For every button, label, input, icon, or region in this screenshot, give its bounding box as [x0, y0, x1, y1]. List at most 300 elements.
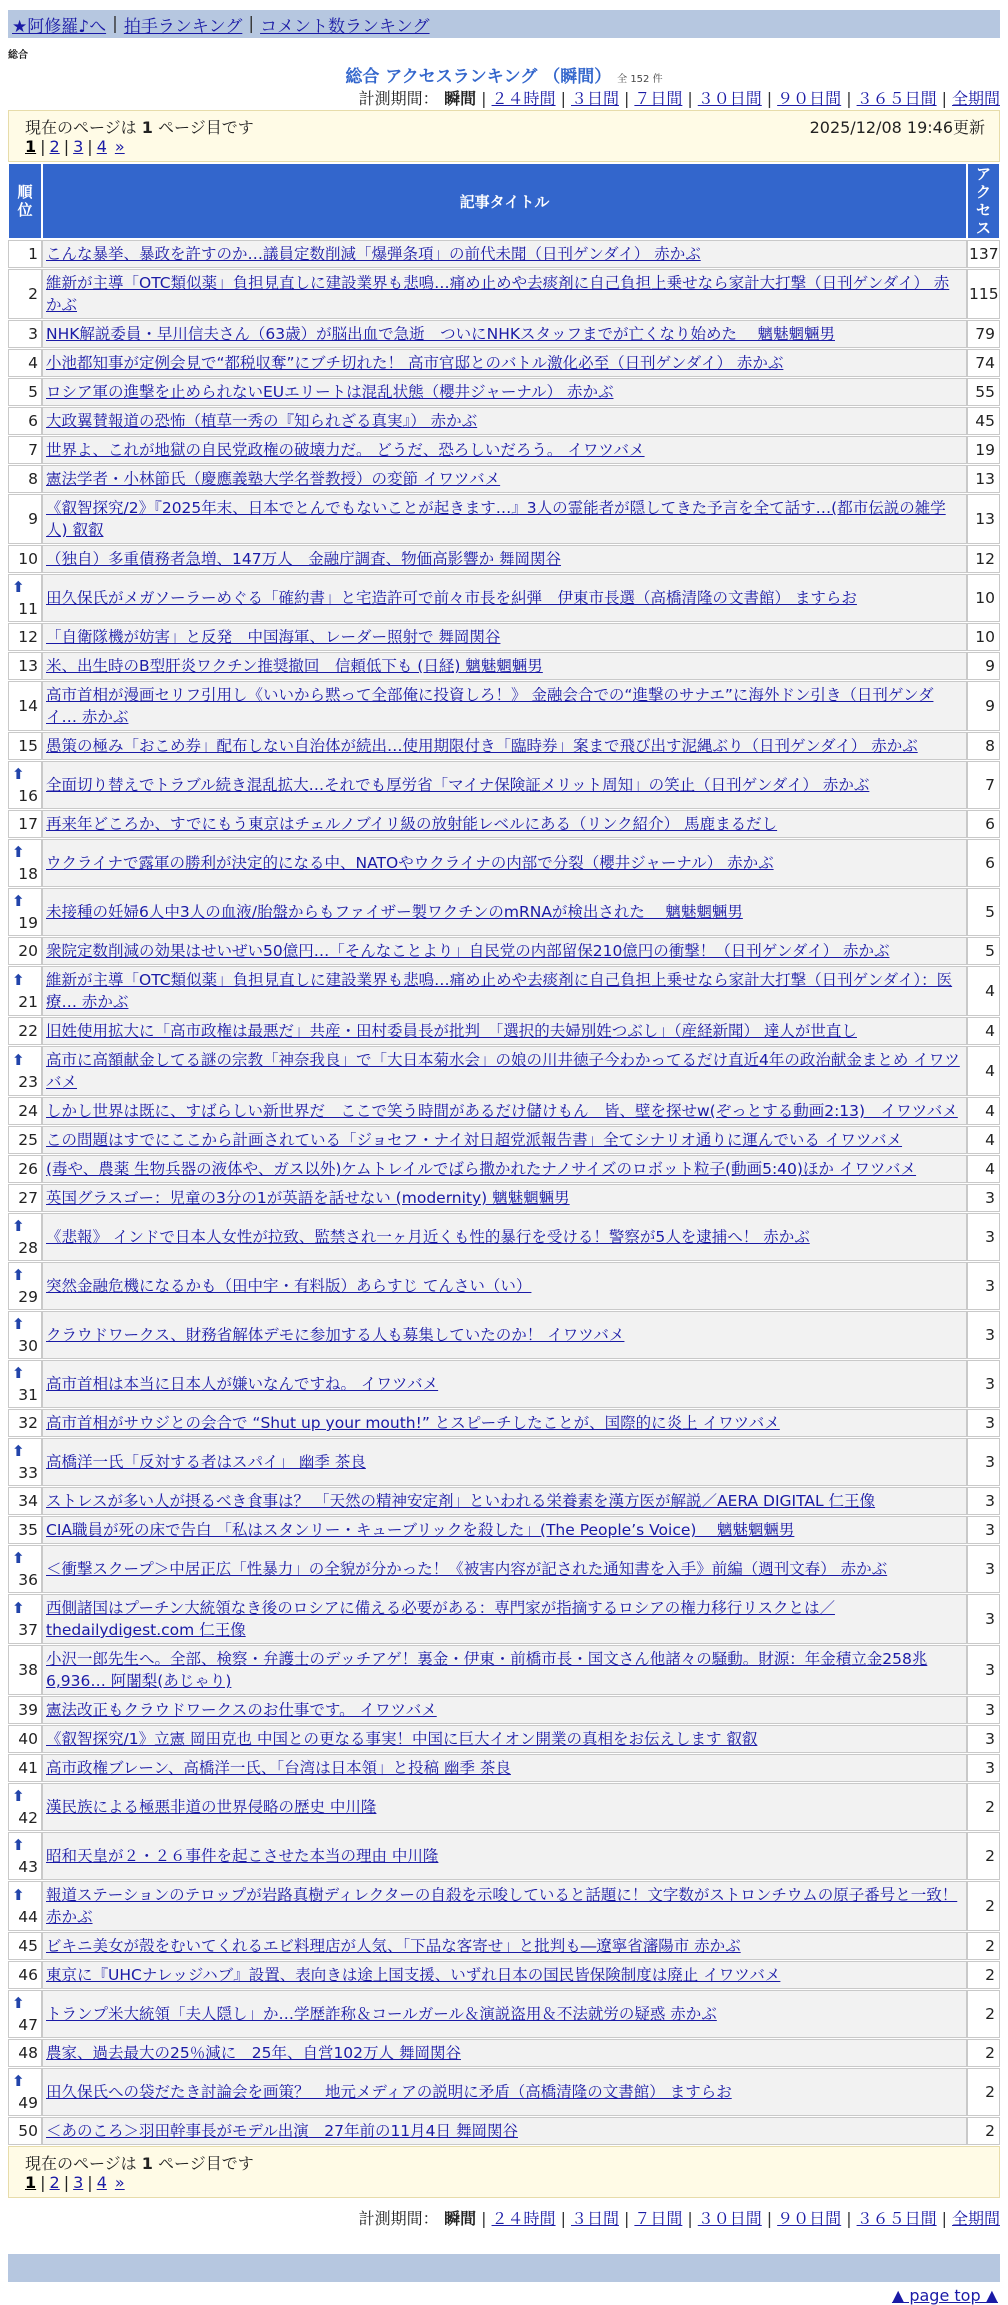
title-cell	[42, 966, 967, 1016]
rank-cell	[8, 761, 42, 809]
rank-number: 19	[18, 914, 38, 932]
next-page-link[interactable]: »	[114, 137, 125, 156]
rank-number: 13	[18, 657, 38, 675]
title-cell	[42, 320, 967, 348]
title-cell	[42, 839, 967, 887]
rank-number: 43	[18, 1858, 38, 1876]
access-count: 9	[967, 681, 1000, 731]
pager-separator: |	[40, 2173, 46, 2192]
title-header: 記事タイトル	[42, 163, 967, 239]
title-cell	[42, 1311, 967, 1359]
title-cell	[42, 240, 967, 268]
rank-number: 6	[28, 412, 38, 430]
rank-cell	[8, 1932, 42, 1960]
table-row	[8, 269, 1000, 319]
rank-number: 40	[18, 1730, 38, 1748]
updated-timestamp: 2025/12/08 19:46更新	[809, 118, 985, 137]
access-count: 137	[967, 240, 1000, 268]
table-row	[8, 2117, 1000, 2145]
title-cell	[42, 1961, 967, 1989]
rank-number: 15	[18, 737, 38, 755]
article-link[interactable]: 漢民族による極悪非道の世界侵略の歴史 中川隆	[46, 1798, 377, 1816]
article-link[interactable]: (毒や、農薬 生物兵器の液体や、ガス以外)ケムトレイルでばら撒かれたナノサイズのロボット粒子(動画5:40)ほか イワツバメ	[46, 1160, 917, 1178]
article-link[interactable]: 《悲報》 インドで日本人女性が拉致、監禁され一ヶ月近くも性的暴行を受ける！警察が5人を逮捕へ！ 赤かぶ	[46, 1228, 810, 1246]
article-link[interactable]: 高市政権ブレーン、高橋洋一氏、「台湾は日本領」と投稿 幽季 茶良	[46, 1759, 511, 1777]
article-link[interactable]: CIA職員が死の床で告白 「私はスタンリー・キューブリックを殺した」(The People’s Voice) 魑魅魍魎男	[46, 1521, 795, 1539]
title-cell	[42, 1184, 967, 1212]
article-link[interactable]: 高市に高額献金してる謎の宗教「神奈我良」で「大日本菊水会」の娘の川井徳子今わかってるだけ直近4年の政治献金まとめ イワツバメ	[46, 1051, 960, 1091]
article-link[interactable]: 維新が主導「OTC類似薬」負担見直しに建設業界も悲鳴…痛め止めや去痰剤に自己負担上乗せなら家計大打撃（日刊ゲンダイ）：医療… 赤かぶ	[46, 971, 953, 1011]
access-count: 3	[967, 1409, 1000, 1437]
rank-number: 47	[18, 2016, 38, 2034]
table-row	[8, 1725, 1000, 1753]
access-count: 4	[967, 1126, 1000, 1154]
period-separator: |	[941, 89, 947, 108]
article-link[interactable]: ストレスが多い人が摂るべき食事は？ 「天然の精神安定剤」といわれる栄養素を漢方医が解説／AERA DIGITAL 仁王像	[46, 1492, 876, 1510]
rank-number: 8	[28, 470, 38, 488]
rank-cell	[8, 1754, 42, 1782]
rank-cell	[8, 2039, 42, 2067]
article-link[interactable]: 高市首相は本当に日本人が嫌いなんですね。 イワツバメ	[46, 1375, 439, 1393]
article-link[interactable]: 小沢一郎先生へ。全部、検察・弁護士のデッチアゲ！裏金・伊東・前橋市長・国文さん他諸々の騒動。財源：年金積立金258兆6,936… 阿闍梨(あじゃり)	[46, 1650, 928, 1690]
table-row	[8, 1017, 1000, 1045]
table-row	[8, 1213, 1000, 1261]
table-row	[8, 1932, 1000, 1960]
title-cell	[42, 1516, 967, 1544]
rank-cell	[8, 1438, 42, 1486]
rank-cell	[8, 1696, 42, 1724]
applause-ranking-link[interactable]: 拍手ランキング	[123, 16, 243, 37]
rank-cell	[8, 1783, 42, 1831]
article-link[interactable]: ロシア軍の進撃を止められないEUエリートは混乱状態（櫻井ジャーナル） 赤かぶ	[46, 383, 614, 401]
title-cell	[42, 378, 967, 406]
page-link[interactable]: 2	[49, 137, 60, 156]
title-cell	[42, 349, 967, 377]
access-count: 3	[967, 1487, 1000, 1515]
rank-number: 27	[18, 1189, 38, 1207]
up-arrow-icon: ⬆	[12, 892, 25, 910]
rank-number: 35	[18, 1521, 38, 1539]
title-cell	[42, 1262, 967, 1310]
period-current: 瞬間	[438, 2209, 477, 2228]
access-count: 3	[967, 1516, 1000, 1544]
article-link[interactable]: 高市首相が漫画セリフ引用し《いいから黙って全部俺に投資しろ！》 金融会合での“進撃のサナエ”に海外ドン引き（日刊ゲンダイ… 赤かぶ	[46, 686, 934, 726]
rank-cell	[8, 407, 42, 435]
title-cell	[42, 2039, 967, 2067]
rank-number: 28	[18, 1239, 38, 1257]
article-link[interactable]: 西側諸国はプーチン大統領なき後のロシアに備える必要がある：専門家が指摘するロシアの権力移行リスクとは／thedailydigest.com 仁王像	[46, 1599, 835, 1639]
access-count: 2	[967, 1961, 1000, 1989]
access-count: 4	[967, 1046, 1000, 1096]
title-cell	[42, 761, 967, 809]
access-count: 3	[967, 1438, 1000, 1486]
article-link[interactable]: 「自衛隊機が妨害」と反発 中国海軍、レーダー照射で 舞岡関谷	[46, 628, 501, 646]
rank-cell	[8, 1961, 42, 1989]
rank-number: 37	[18, 1621, 38, 1639]
access-count: 2	[967, 1932, 1000, 1960]
rank-number: 45	[18, 1937, 38, 1955]
period-option-link[interactable]: ３０日間	[697, 2209, 762, 2228]
rank-number: 5	[28, 383, 38, 401]
rank-number: 30	[18, 1337, 38, 1355]
title-cell	[42, 574, 967, 622]
access-count: 4	[967, 1017, 1000, 1045]
rank-number: 9	[28, 510, 38, 528]
title-cell	[42, 1594, 967, 1644]
period-option-link[interactable]: ７日間	[634, 2209, 683, 2228]
article-link[interactable]: 東京に『UHCナレッジハブ』設置、表向きは途上国支援、いずれ日本の国民皆保険制度は廃止 イワツバメ	[46, 1966, 781, 1984]
category-label: 総合	[8, 50, 28, 61]
up-arrow-icon: ⬆	[12, 843, 25, 861]
title-cell	[42, 1155, 967, 1183]
title-cell	[42, 1545, 967, 1593]
title-cell	[42, 1754, 967, 1782]
table-row	[8, 574, 1000, 622]
pager-bottom	[25, 2173, 985, 2195]
access-count: 19	[967, 436, 1000, 464]
pager-separator: |	[40, 137, 46, 156]
rank-cell	[8, 1360, 42, 1408]
article-link[interactable]: 衆院定数削減の効果はせいぜい50億円…「そんなことより」自民党の内部留保210億円の衝撃！（日刊ゲンダイ） 赤かぶ	[46, 942, 890, 960]
table-row	[8, 378, 1000, 406]
period-separator: |	[687, 2209, 693, 2228]
period-option-link[interactable]: ３６５日間	[856, 2209, 937, 2228]
article-link[interactable]: 愚策の極み「おこめ券」配布しない自治体が続出…使用期限付き「臨時券」案まで飛び出す泥縄ぶり（日刊ゲンダイ） 赤かぶ	[46, 737, 918, 755]
access-header: アク セス	[967, 163, 1000, 239]
rank-number: 11	[18, 600, 38, 618]
article-link[interactable]: 報道ステーションのテロップが岩路真樹ディレクターの自殺を示唆していると話題に！文字数がストロンチウムの原子番号と一致！ 赤かぶ	[46, 1886, 958, 1926]
table-row	[8, 1545, 1000, 1593]
up-arrow-icon: ⬆	[12, 1787, 25, 1805]
period-option-link[interactable]: ３日間	[570, 89, 619, 108]
title-cell	[42, 681, 967, 731]
article-link[interactable]: 全面切り替えでトラブル続き混乱拡大…それでも厚労省「マイナ保険証メリット周知」の笑止（日刊ゲンダイ） 赤かぶ	[46, 776, 870, 794]
title-cell	[42, 1487, 967, 1515]
table-row	[8, 1360, 1000, 1408]
rank-number: 32	[18, 1414, 38, 1432]
rank-number: 14	[18, 697, 38, 715]
page-info-bottom	[8, 2146, 1000, 2198]
pager-separator: |	[87, 137, 93, 156]
article-link[interactable]: しかし世界は既に、すばらしい新世界だ ここで笑う時間があるだけ儲けもん 皆、壁を探せw(ぞっとする動画2:13) イワツバメ	[46, 1102, 958, 1120]
rank-cell	[8, 465, 42, 493]
rank-number: 16	[18, 787, 38, 805]
rank-cell	[8, 1725, 42, 1753]
rank-number: 34	[18, 1492, 38, 1510]
rank-cell	[8, 652, 42, 680]
article-link[interactable]: 《叡智探究/1》立憲 岡田克也 中国との更なる事実！中国に巨大イオン開業の真相をお伝えします 叡叡	[46, 1730, 758, 1748]
page-link[interactable]: 2	[49, 2173, 60, 2192]
title-cell	[42, 937, 967, 965]
rank-number: 4	[28, 354, 38, 372]
rank-number: 39	[18, 1701, 38, 1719]
rank-number: 17	[18, 815, 38, 833]
access-count: 8	[967, 732, 1000, 760]
table-row	[8, 888, 1000, 936]
access-count: 3	[967, 1213, 1000, 1261]
rank-cell	[8, 966, 42, 1016]
up-arrow-icon: ⬆	[12, 1266, 25, 1284]
period-selector-top	[8, 86, 1000, 108]
title-cell	[42, 623, 967, 651]
article-link[interactable]: 英国グラスゴー：児童の3分の1が英語を話せない (modernity) 魑魅魍魎男	[46, 1189, 570, 1207]
access-count: 2	[967, 1881, 1000, 1931]
article-link[interactable]: 再来年どころか、すでにもう東京はチェルノブイリ級の放射能レベルにある（リンク紹介） 馬鹿まるだし	[46, 815, 778, 833]
period-separator: |	[941, 2209, 947, 2228]
period-separator: |	[560, 89, 566, 108]
access-count: 3	[967, 1645, 1000, 1695]
article-link[interactable]: 昭和天皇が２・２６事件を起こさせた本当の理由 中川隆	[46, 1847, 439, 1865]
rank-number: 12	[18, 628, 38, 646]
article-link[interactable]: 田久保氏がメガソーラーめぐる「確約書」と宅造許可で前々市長を糾弾 伊東市長選（高橋清隆の文書館） ますらお	[46, 589, 857, 607]
access-count: 10	[967, 574, 1000, 622]
table-row	[8, 2068, 1000, 2116]
up-arrow-icon: ⬆	[12, 1994, 25, 2012]
bottom-bar	[8, 2254, 1000, 2282]
table-row	[8, 545, 1000, 573]
article-link[interactable]: ウクライナで露軍の勝利が決定的になる中、NATOやウクライナの内部で分裂（櫻井ジャーナル） 赤かぶ	[46, 854, 774, 872]
access-count: 13	[967, 494, 1000, 544]
rank-cell	[8, 1881, 42, 1931]
article-link[interactable]: 維新が主導「OTC類似薬」負担見直しに建設業界も悲鳴…痛め止めや去痰剤に自己負担上乗せなら家計大打撃（日刊ゲンダイ） 赤かぶ	[46, 274, 950, 314]
article-link[interactable]: 突然金融危機になるかも（田中宇・有料版）あらすじ てんさい（い）	[46, 1277, 532, 1295]
title-cell	[42, 1017, 967, 1045]
article-link[interactable]: （独自）多重債務者急増、147万人 金融庁調査、物価高影響か 舞岡関谷	[46, 550, 562, 568]
article-link[interactable]: ＜衝撃スクープ＞中居正広「性暴力」の全貌が分かった！《被害内容が記された通知書を入手》前編（週刊文春） 赤かぶ	[46, 1560, 888, 1578]
table-row	[8, 1409, 1000, 1437]
rank-number: 7	[28, 441, 38, 459]
article-link[interactable]: トランプ米大統領「夫人隠し」か…学歴詐称＆コールガール＆演説盗用＆不法就労の疑惑 赤かぶ	[46, 2005, 717, 2023]
period-label: 計測期間：	[358, 2209, 439, 2228]
title-cell	[42, 1783, 967, 1831]
table-row	[8, 681, 1000, 731]
page-link-current[interactable]: 1	[25, 2173, 37, 2192]
rank-cell	[8, 1832, 42, 1880]
title-cell	[42, 1213, 967, 1261]
period-option-link[interactable]: ９０日間	[777, 2209, 842, 2228]
table-row	[8, 2039, 1000, 2067]
period-separator: |	[481, 2209, 487, 2228]
page-link[interactable]: 3	[73, 137, 84, 156]
title-cell	[42, 1097, 967, 1125]
article-link[interactable]: 高市首相がサウジとの会合で “Shut up your mouth!” とスピーチしたことが、国際的に炎上 イワツバメ	[46, 1414, 780, 1432]
rank-cell	[8, 1516, 42, 1544]
title-cell	[42, 1725, 967, 1753]
table-row	[8, 839, 1000, 887]
rank-cell	[8, 1097, 42, 1125]
title-cell	[42, 436, 967, 464]
rank-number: 21	[18, 993, 38, 1011]
access-count: 9	[967, 652, 1000, 680]
access-count: 3	[967, 1725, 1000, 1753]
title-cell	[42, 465, 967, 493]
page-link[interactable]: 3	[73, 2173, 84, 2192]
period-option-link[interactable]: ２４時間	[491, 89, 556, 108]
access-count: 74	[967, 349, 1000, 377]
pager-separator: |	[63, 2173, 70, 2192]
access-count: 4	[967, 966, 1000, 1016]
access-count: 3	[967, 1184, 1000, 1212]
access-count: 3	[967, 1545, 1000, 1593]
period-separator: |	[623, 89, 630, 108]
period-separator: |	[623, 2209, 630, 2228]
rank-number: 31	[18, 1386, 38, 1404]
article-link[interactable]: 憲法改正もクラウドワークスのお仕事です。 イワツバメ	[46, 1701, 437, 1719]
access-count: 13	[967, 465, 1000, 493]
title-cell	[42, 1126, 967, 1154]
article-link[interactable]: 田久保氏への袋だたき討論会を画策？ 地元メディアの説明に矛盾（高橋清隆の文書館） ますらお	[46, 2083, 732, 2101]
title-cell	[42, 652, 967, 680]
title-cell	[42, 1990, 967, 2038]
period-option-link[interactable]: ３６５日間	[856, 89, 937, 108]
period-option-link[interactable]: ３日間	[570, 2209, 619, 2228]
period-separator: |	[766, 89, 773, 108]
rank-number: 42	[18, 1809, 38, 1827]
period-separator: |	[846, 2209, 852, 2228]
rank-cell	[8, 1017, 42, 1045]
article-link[interactable]: 旧姓使用拡大に「高市政権は最悪だ」共産・田村委員長が批判 「選択的夫婦別姓つぶし」（産経新聞） 達人が世直し	[46, 1022, 857, 1040]
table-row	[8, 652, 1000, 680]
access-count: 2	[967, 1832, 1000, 1880]
page-title	[0, 62, 1008, 87]
access-count: 3	[967, 1262, 1000, 1310]
table-row	[8, 349, 1000, 377]
table-row	[8, 320, 1000, 348]
ranking-table	[8, 162, 1000, 2146]
rank-cell	[8, 1213, 42, 1261]
up-arrow-icon: ⬆	[12, 971, 25, 989]
rank-cell	[8, 1155, 42, 1183]
access-count: 12	[967, 545, 1000, 573]
article-link[interactable]: こんな暴挙、暴政を許すのか…議員定数削減「爆弾条項」の前代未聞（日刊ゲンダイ） 赤かぶ	[46, 245, 701, 263]
rank-cell	[8, 545, 42, 573]
access-count: 79	[967, 320, 1000, 348]
rank-cell	[8, 888, 42, 936]
title-cell	[42, 1645, 967, 1695]
next-page-link[interactable]: »	[114, 2173, 125, 2192]
article-link[interactable]: 世界よ、これが地獄の自民党政権の破壊力だ。 どうだ、恐ろしいだろう。 イワツバメ	[46, 441, 645, 459]
rank-cell	[8, 1645, 42, 1695]
article-link[interactable]: 未接種の妊婦6人中3人の血液/胎盤からもファイザー製ワクチンのmRNAが検出された 魑魅魍魎男	[46, 903, 743, 921]
page-title-text: 総合 アクセスランキング （瞬間）	[345, 67, 612, 87]
period-option-link[interactable]: 全期間	[951, 89, 1000, 108]
article-link[interactable]: 高橋洋一氏「反対する者はスパイ」 幽季 茶良	[46, 1453, 366, 1471]
rank-number: 24	[18, 1102, 38, 1120]
page-link[interactable]: 4	[96, 2173, 107, 2192]
rank-cell	[8, 732, 42, 760]
period-option-link[interactable]: ２４時間	[491, 2209, 556, 2228]
table-row	[8, 1311, 1000, 1359]
rank-number: 10	[18, 550, 38, 568]
period-option-link[interactable]: ７日間	[634, 89, 683, 108]
comment-ranking-link[interactable]: コメント数ランキング	[260, 16, 430, 37]
period-separator: |	[846, 89, 852, 108]
page-link[interactable]: 4	[96, 137, 107, 156]
table-row	[8, 1155, 1000, 1183]
access-count: 2	[967, 1990, 1000, 2038]
access-count: 10	[967, 623, 1000, 651]
article-link[interactable]: ビキニ美女が殻をむいてくれるエビ料理店が人気、「下品な客寄せ」と批判も―遼寧省瀋陽市 赤かぶ	[46, 1937, 741, 1955]
title-cell	[42, 1360, 967, 1408]
period-option-link[interactable]: ９０日間	[777, 89, 842, 108]
rank-cell	[8, 1184, 42, 1212]
up-arrow-icon: ⬆	[12, 1217, 25, 1235]
rank-cell	[8, 1990, 42, 2038]
title-cell	[42, 1696, 967, 1724]
rank-cell	[8, 681, 42, 731]
access-count: 3	[967, 1594, 1000, 1644]
rank-number: 18	[18, 865, 38, 883]
table-row	[8, 1046, 1000, 1096]
rank-number: 38	[18, 1661, 38, 1679]
article-link[interactable]: 小池都知事が定例会見で“都税収奪”にブチ切れた！ 高市官邸とのバトル激化必至（日刊ゲンダイ） 赤かぶ	[46, 354, 784, 372]
table-row	[8, 1262, 1000, 1310]
table-row	[8, 1832, 1000, 1880]
period-current: 瞬間	[438, 89, 477, 108]
current-page-text: 現在のページは 1 ページ目です	[25, 2154, 254, 2173]
article-link[interactable]: 米、出生時のB型肝炎ワクチン推奨撤回 信頼低下も (日経) 魑魅魍魎男	[46, 657, 543, 675]
up-arrow-icon: ⬆	[12, 1315, 25, 1333]
rank-cell	[8, 349, 42, 377]
access-count: 3	[967, 1696, 1000, 1724]
rank-cell	[8, 937, 42, 965]
title-cell	[42, 1046, 967, 1096]
current-page-text: 現在のページは 1 ページ目です	[25, 118, 254, 137]
table-row	[8, 1696, 1000, 1724]
period-separator: |	[560, 2209, 566, 2228]
title-cell	[42, 732, 967, 760]
rank-number: 1	[28, 245, 38, 263]
period-option-link[interactable]: ３０日間	[697, 89, 762, 108]
article-link[interactable]: 憲法学者・小林節氏（慶應義塾大学名誉教授）の変節 イワツバメ	[46, 470, 501, 488]
rank-cell	[8, 1262, 42, 1310]
period-option-link[interactable]: 全期間	[951, 2209, 1000, 2228]
table-row	[8, 761, 1000, 809]
article-link[interactable]: 大政翼賛報道の恐怖（植草一秀の『知られざる真実』） 赤かぶ	[46, 412, 478, 430]
up-arrow-icon: ⬆	[12, 578, 25, 596]
article-link[interactable]: NHK解説委員・早川信夫さん（63歳）が脳出血で急逝 ついにNHKスタッフまでが亡くなり始めた 魑魅魍魎男	[46, 325, 835, 343]
title-cell	[42, 1438, 967, 1486]
rank-cell	[8, 1487, 42, 1515]
table-row	[8, 937, 1000, 965]
top-nav-bar	[8, 10, 1000, 38]
title-cell	[42, 1832, 967, 1880]
rank-cell	[8, 494, 42, 544]
period-label: 計測期間：	[358, 89, 439, 108]
table-row	[8, 1184, 1000, 1212]
title-cell	[42, 2117, 967, 2145]
table-row	[8, 436, 1000, 464]
page-top-link[interactable]: ▲ page top ▲	[891, 2286, 998, 2305]
rank-cell	[8, 269, 42, 319]
page-link-current[interactable]: 1	[25, 137, 37, 156]
table-row	[8, 1594, 1000, 1644]
rank-cell	[8, 320, 42, 348]
title-cell	[42, 1932, 967, 1960]
article-link[interactable]: 《叡智探究/2》『2025年末、日本でとんでもないことが起きます…』3人の霊能者が隠してきた予言を全て話す…(都市伝説の雑学人) 叡叡	[46, 499, 946, 539]
article-link[interactable]: ＜あのころ＞羽田幹事長がモデル出演 27年前の11月4日 舞岡関谷	[46, 2122, 518, 2140]
article-link[interactable]: 農家、過去最大の25％減に 25年、自営102万人 舞岡関谷	[46, 2044, 461, 2062]
rank-number: 36	[18, 1571, 38, 1589]
table-row	[8, 966, 1000, 1016]
home-link[interactable]: ★阿修羅♪へ	[12, 16, 107, 37]
table-row	[8, 1961, 1000, 1989]
article-link[interactable]: クラウドワークス、財務省解体デモに参加する人も募集していたのか！ イワツバメ	[46, 1326, 625, 1344]
access-count: 7	[967, 761, 1000, 809]
period-separator: |	[481, 89, 487, 108]
article-link[interactable]: この問題はすでにここから計画されている「ジョセフ・ナイ対日超党派報告書」全てシナリオ通りに運んでいる イワツバメ	[46, 1131, 903, 1149]
access-count: 4	[967, 1097, 1000, 1125]
